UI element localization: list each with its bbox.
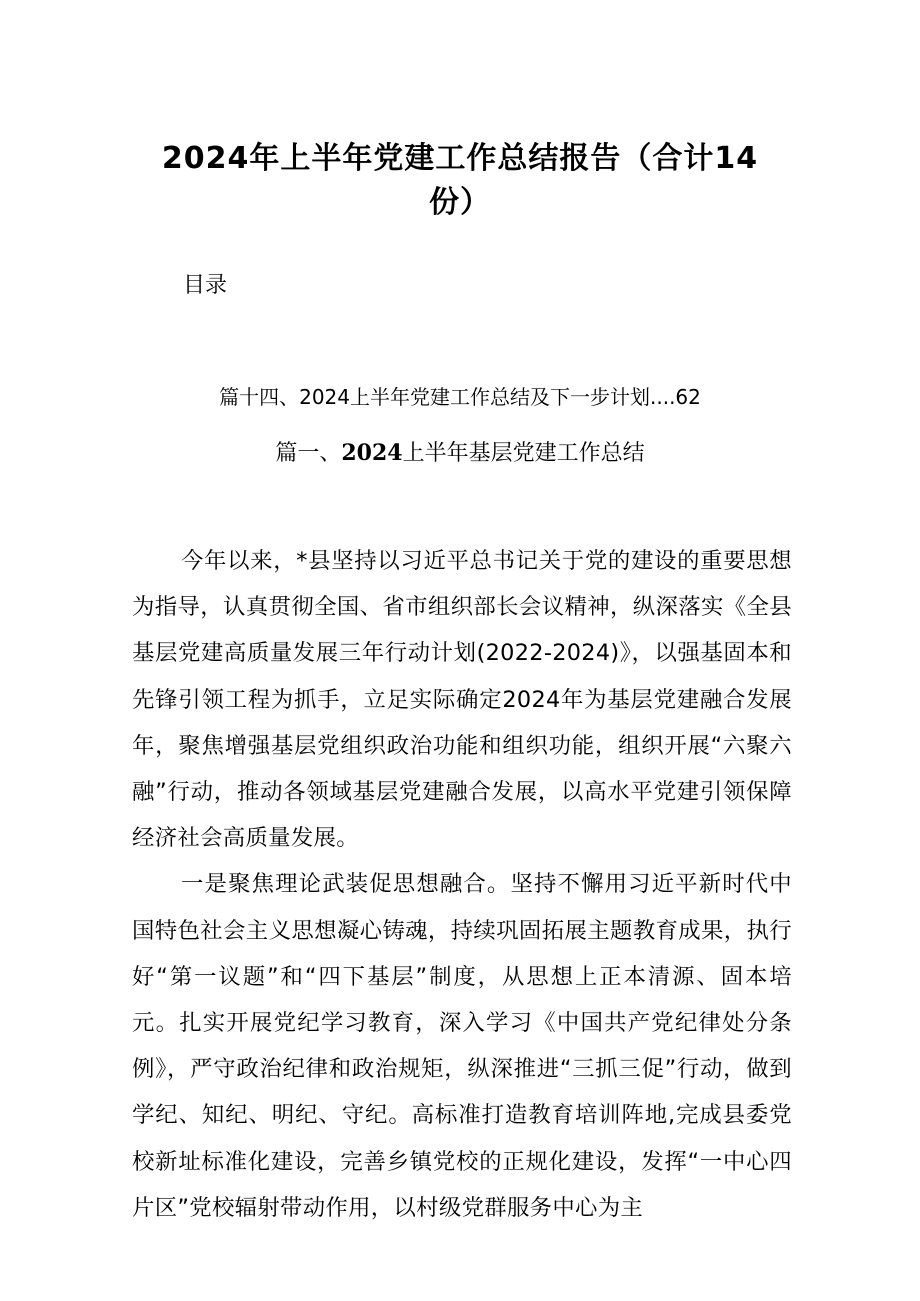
section-heading xyxy=(0,437,920,470)
body-text xyxy=(132,538,792,1231)
toc-entry: 篇十四、2024上半年党建工作总结及下一步计划....62 xyxy=(219,385,701,409)
toc-heading: 目录 xyxy=(183,273,228,298)
section-rest: 上半年基层党建工作总结 xyxy=(402,441,645,466)
paragraph-2: 一是聚焦理论武装促思想融合。坚持不懈用习近平新时代中国特色社会主义思想凝心铸魂，持续巩固拓展主题教育成果，执行好“第一议题”和“四下基层”制度，从思想上正本清源、固本培元。扎实开展党纪学习教育，深入学习《中国共产党纪律处分条例》，严守政治纪律和政治规矩，纵深推进“三抓三促”行动，做到学纪、知纪、明纪、守纪。高标准打造教育培训阵地,完成县委党校新址标准化建设，完善乡镇党校的正规化建设，发挥“一中心四片区”党校辐射带动作用，以村级党群服务中心为主 xyxy=(132,871,792,1221)
title-line-1: 2024年上半年党建工作总结报告（合计14 xyxy=(161,141,759,176)
section-prefix: 篇一、 xyxy=(275,441,342,466)
paragraph-1: 今年以来，*县坚持以习近平总书记关于党的建设的重要思想为指导，认真贯彻全国、省市组织部长会议精神，纵深落实《全县基层党建高质量发展三年行动计划(2022-2024)》，以强基固本和先锋引领工程为抓手，立足实际确定2024年为基层党建融合发展年，聚焦增强基层党组织政治功能和组织功能，组织开展“六聚六融”行动，推动各领域基层党建融合发展，以高水平党建引领保障经济社会高质量发展。 xyxy=(132,548,792,852)
document-title xyxy=(150,137,770,225)
title-line-2: 份） xyxy=(429,185,491,220)
section-year: 2024 xyxy=(341,440,403,466)
